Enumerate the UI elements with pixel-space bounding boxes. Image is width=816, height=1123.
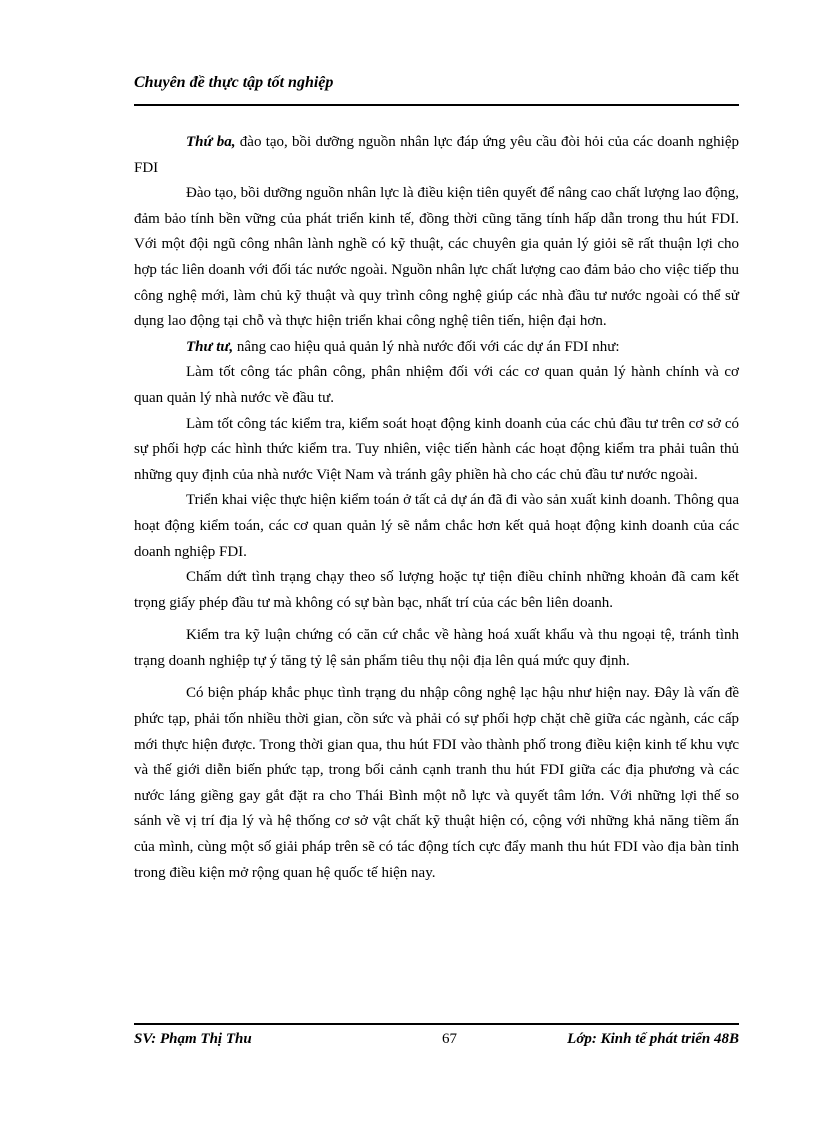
paragraph-lead: Thư tư, [186,338,234,355]
paragraph: Có biện pháp khắc phục tình trạng du nhập công nghệ lạc hậu như hiện nay. Đây là vấn đề phức tạp, phải tốn nhiều thời gian, cồn sức và phải có sự phối hợp chặt chẽ giữa các ngành, các cấp mới thực hiện được. Trong thời gian qua, thu hút FDI vào thành phố trong điều kiện kinh tế khu vực và thế giới diễn biến phức tạp, trong bối cảnh cạnh tranh thu hút FDI giữa các địa phương và các nước láng giềng gay gắt đặt ra cho Thái Bình một nỗ lực và quyết tâm lớn. Với những lợi thế so sánh về vị trí địa lý và hệ thống cơ sở vật chất kỹ thuật hiện có, cộng với những khả năng tiềm ẩn của mình, cùng một số giải pháp trên sẽ có tác động tích cực đẩy manh thu hút FDI vào địa bàn tỉnh trong điều kiện mở rộng quan hệ quốc tế hiện nay. [134,685,739,881]
footer-class-label: Lớp: Kinh tế phát triển 48B [567,1031,739,1047]
footer-student-name: SV: Phạm Thị Thu [134,1031,252,1047]
paragraph-thu-ba [134,130,739,181]
paragraph-text: nâng cao hiệu quả quản lý nhà nước đối với các dự án FDI như: [233,338,620,355]
paragraph: Làm tốt công tác kiểm tra, kiểm soát hoạt động kinh doanh của các chủ đầu tư trên cơ sở có sự phối hợp các hình thức kiểm tra. Tuy nhiên, việc tiến hành các hoạt động kiểm tra phải tuân thủ những quy định của nhà nước Việt Nam và tránh gây phiền hà cho các chủ đầu tư nước ngoài. [134,415,739,483]
page-header-title: Chuyên đề thực tập tốt nghiệp [134,74,334,91]
page-number: 67 [442,1031,457,1047]
header-divider [134,104,739,106]
paragraph: Kiểm tra kỹ luận chứng có căn cứ chắc về hàng hoá xuất khẩu và thu ngoại tệ, tránh tình trạng doanh nghiệp tự ý tăng tỷ lệ sản phẩm tiêu thụ nội địa lên quá mức quy định. [134,627,739,669]
paragraph-thu-tu [134,335,739,361]
footer-divider [134,1023,739,1025]
paragraph: Triển khai việc thực hiện kiểm toán ở tất cả dự án đã đi vào sản xuất kinh doanh. Thông qua hoạt động kiểm toán, các cơ quan quản lý sẽ nắm chắc hơn kết quả hoạt động kinh doanh của các doanh nghiệp FDI. [134,492,739,560]
paragraph: Đào tạo, bồi dưỡng nguồn nhân lực là điều kiện tiên quyết để nâng cao chất lượng lao động, đảm bảo tính bền vững của phát triển kinh tế, đồng thời cũng tăng tính hấp dẫn trong thu hút FDI. Với một đội ngũ công nhân lành nghề có kỹ thuật, các chuyên gia quản lý giỏi sẽ rất thuận lợi cho hợp tác liên doanh với đối tác nước ngoài. Nguồn nhân lực chất lượng cao đảm bảo cho việc tiếp thu công nghệ mới, làm chủ kỹ thuật và quy trình công nghệ giúp các nhà đầu tư nước ngoài có thể sử dụng lao động tại chỗ và thực hiện triển khai công nghệ tiên tiến, hiện đại hơn. [134,185,739,330]
paragraph: Chấm dứt tình trạng chạy theo số lượng hoặc tự tiện điều chỉnh những khoản đã cam kết trọng giấy phép đầu tư mà không có sự bàn bạc, nhất trí của các bên liên doanh. [134,569,739,611]
paragraph: Làm tốt công tác phân công, phân nhiệm đối với các cơ quan quản lý hành chính và cơ quan quản lý nhà nước về đầu tư. [134,364,739,406]
paragraph-lead: Thứ ba, [186,134,236,150]
page-footer [134,1031,739,1053]
document-body [134,130,739,886]
paragraph-text: đào tạo, bồi dưỡng nguồn nhân lực đáp ứng yêu cầu đòi hỏi của các doanh nghiệp FDI [134,134,739,176]
